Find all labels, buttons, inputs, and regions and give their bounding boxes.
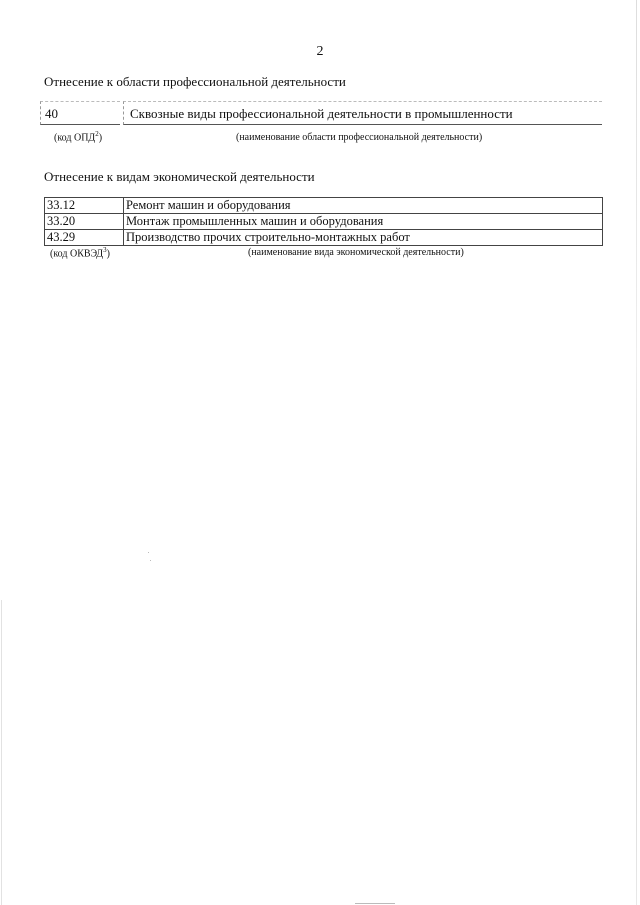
- okved-name-caption: (наименование вида экономической деятельности): [248, 247, 464, 258]
- opd-name-cell: Сквозные виды профессиональной деятельности в промышленности: [123, 101, 602, 125]
- table-row: [45, 230, 603, 246]
- table-row: [45, 198, 603, 214]
- table-row: [45, 214, 603, 230]
- okved-code-caption-close: ): [106, 248, 110, 260]
- scan-speck: [355, 903, 395, 904]
- opd-code-caption: [54, 130, 102, 143]
- scan-speck: [148, 552, 149, 553]
- opd-name-caption: (наименование области профессиональной деятельности): [236, 132, 483, 143]
- page-number: 2: [316, 44, 324, 59]
- scan-speck: [150, 560, 151, 561]
- okved-table: [44, 197, 603, 246]
- opd-code-caption-text: (код ОПД: [54, 132, 96, 144]
- footnote-mark: 3: [103, 246, 107, 254]
- okved-code-cell: 33.20: [45, 214, 124, 230]
- opd-section-heading: Отнесение к области профессиональной деятельности: [44, 74, 346, 89]
- opd-code-cell: 40: [40, 101, 120, 125]
- opd-row: [40, 101, 602, 125]
- scan-edge: [636, 0, 637, 905]
- opd-code-caption-close: ): [98, 132, 103, 144]
- okved-section-heading: Отнесение к видам экономической деятельности: [44, 169, 315, 184]
- okved-code-cell: 43.29: [45, 230, 124, 246]
- okved-code-caption-text: (код ОКВЭД: [50, 248, 104, 260]
- okved-name-cell: Монтаж промышленных машин и оборудования: [124, 214, 603, 230]
- scan-edge: [1, 600, 2, 905]
- okved-name-cell: Ремонт машин и оборудования: [124, 198, 603, 214]
- okved-code-caption: [50, 246, 110, 259]
- okved-name-cell: Производство прочих строительно-монтажных работ: [124, 230, 603, 246]
- okved-code-cell: 33.12: [45, 198, 124, 214]
- footnote-mark: 2: [95, 130, 99, 138]
